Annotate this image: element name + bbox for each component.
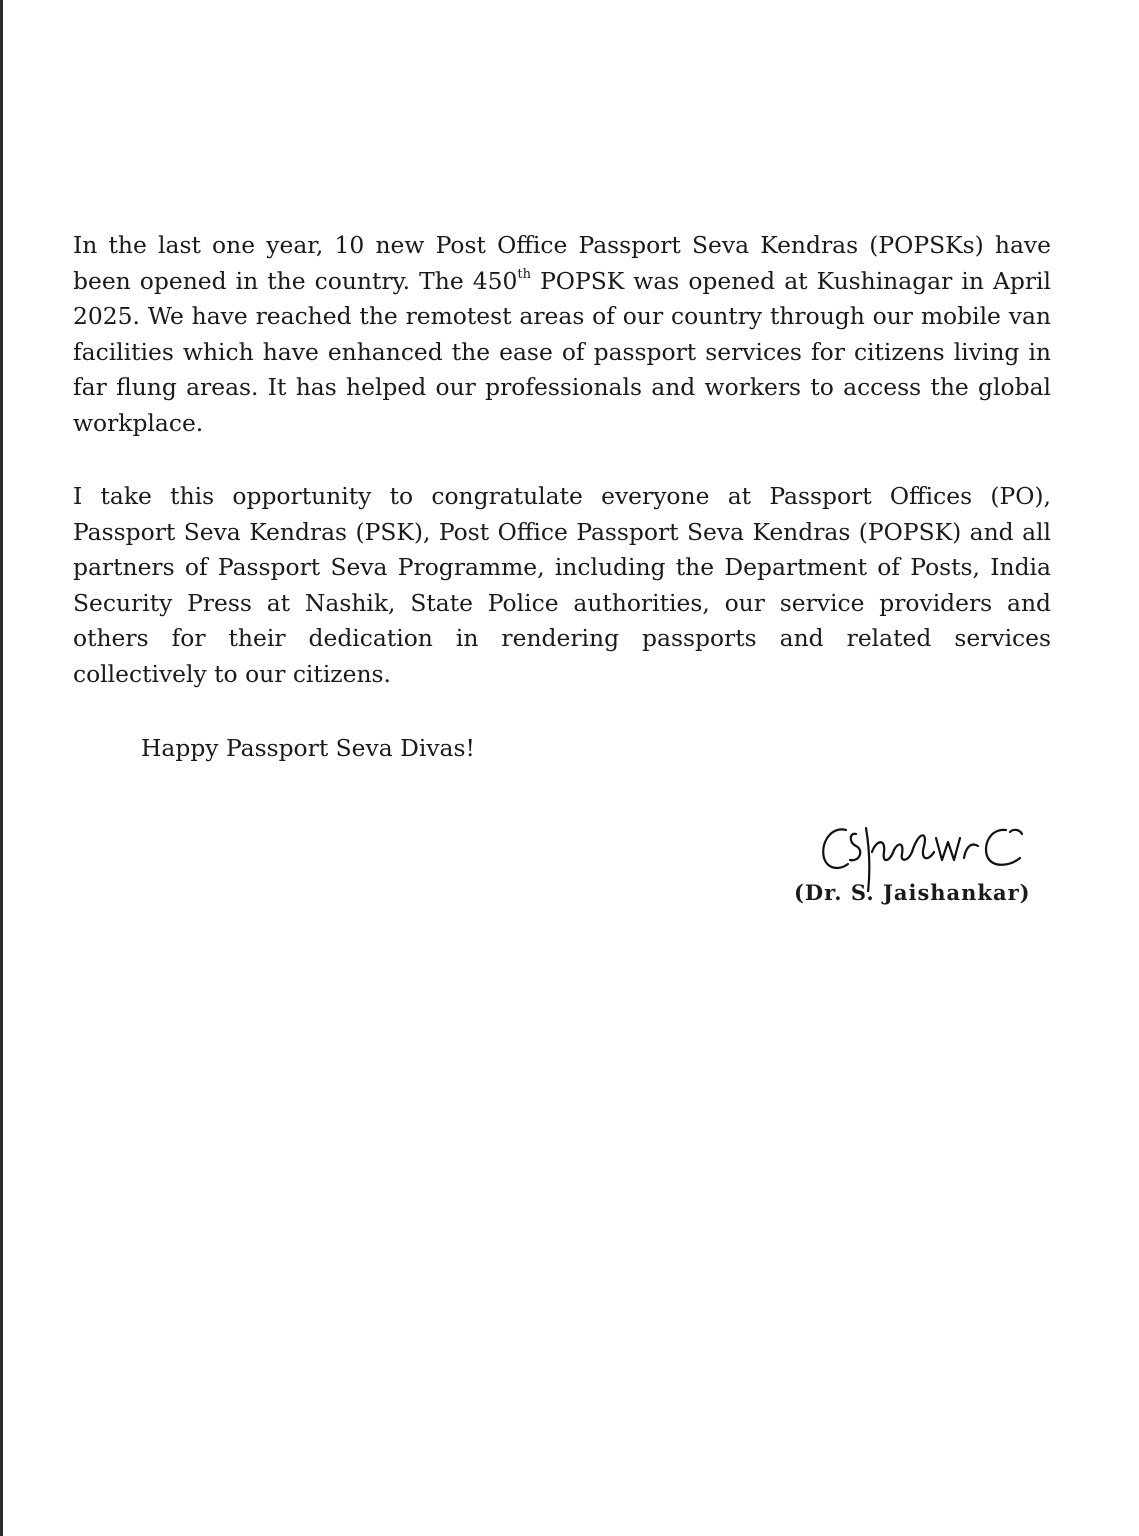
signature-block	[780, 812, 1080, 922]
paragraph-1-text-start: In the last one year, 10 new Post Office Passport Seva Kendras (POPSKs) have been opened in the country. The 450	[73, 231, 1051, 295]
paragraph-congratulations: I take this opportunity to congratulate everyone at Passport Offices (PO), Passport Seva Kendras (PSK), Post Office Passport Seva Kendras (POPSK) and all partners of Passport Seva Programme, including the Department of Posts, India Security Press at Nashik, State Police authorities, our service providers and others for their dedication in rendering passports and related services collectively to our citizens.	[73, 482, 1051, 688]
greeting: Happy Passport Seva Divas!	[141, 734, 475, 762]
ordinal-suffix: th	[517, 266, 531, 282]
signatory-name: (Dr. S. Jaishankar)	[794, 880, 1031, 905]
paragraph-1-text-end: POPSK was opened at Kushinagar in April 2025. We have reached the remotest areas of our country through our mobile van facilities which have enhanced the ease of passport services for citizens living in far flung areas. It has helped our professionals and workers to access the global workplace.	[73, 266, 1051, 437]
paragraph-popsk-expansion	[73, 228, 1051, 442]
scan-edge	[0, 0, 3, 1536]
